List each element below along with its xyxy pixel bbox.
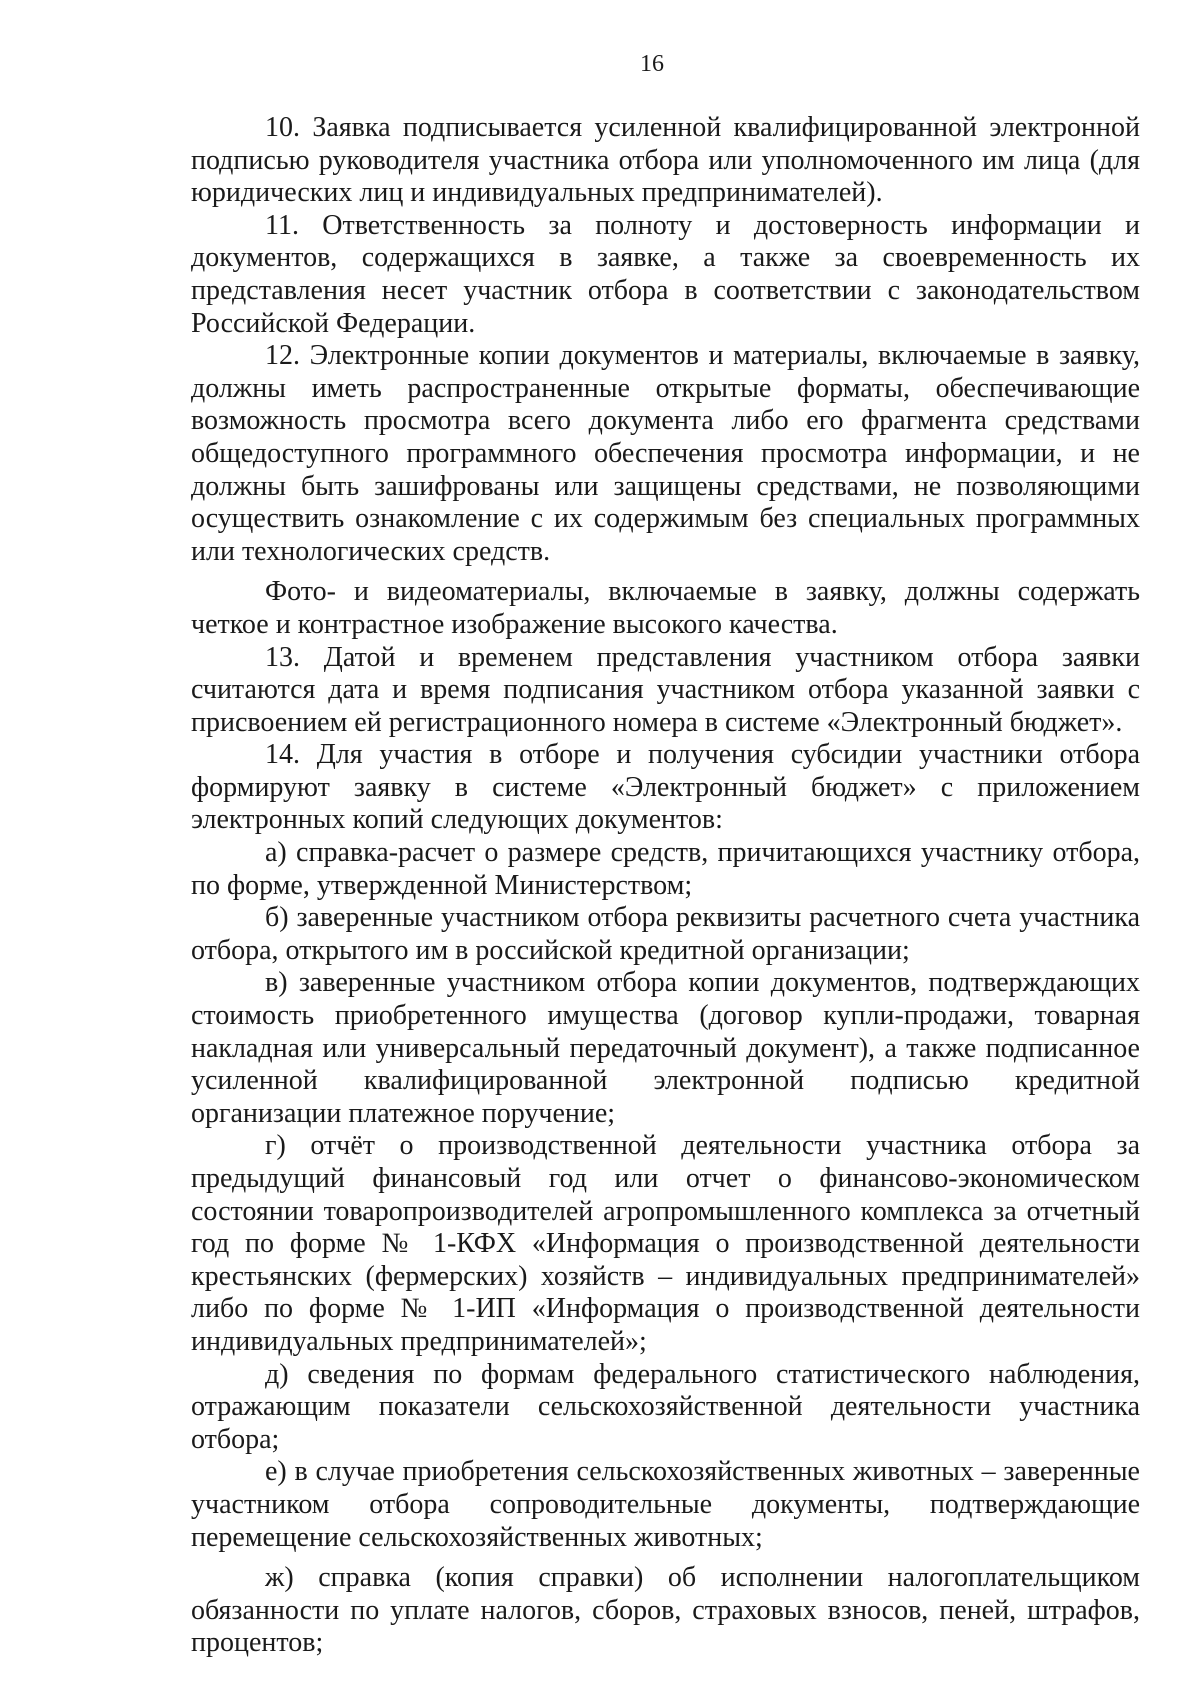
- paragraph-12: 12. Электронные копии документов и материалы, включаемые в заявку, должны иметь распространенные открытые форматы, обеспечивающие возможность просмотра всего документа либо его фрагмента средствами общедоступного программного обеспечения просмотра информации, и не должны быть зашифрованы или защищены средствами, не позволяющими осуществить ознакомление с их содержимым без специальных программных или технологических средств.: [191, 340, 1140, 567]
- page-number: 16: [640, 51, 664, 77]
- list-item-zh: ж) справка (копия справки) об исполнении налогоплательщиком обязанности по уплате налогов, сборов, страховых взносов, пеней, штрафов, процентов;: [191, 1562, 1140, 1659]
- list-item-g: г) отчёт о производственной деятельности участника отбора за предыдущий финансовый год или отчет о финансово-экономическом состоянии товаропроизводителей агропромышленного комплекса за отчетный год по форме № 1-КФХ «Информация о производственной деятельности крестьянских (фермерских) хозяйств – индивидуальных предпринимателей» либо по форме № 1-ИП «Информация о производственной деятельности индивидуальных предпринимателей»;: [191, 1130, 1140, 1357]
- list-item-b: б) заверенные участником отбора реквизиты расчетного счета участника отбора, открытого им в российской кредитной организации;: [191, 902, 1140, 966]
- list-item-d: д) сведения по формам федерального статистического наблюдения, отражающим показатели сельскохозяйственной деятельности участника отбора;: [191, 1358, 1140, 1455]
- paragraph-13: 13. Датой и временем представления участником отбора заявки считаются дата и время подписания участником отбора указанной заявки с присвоением ей регистрационного номера в системе «Электронный бюджет».: [191, 641, 1140, 738]
- paragraph-10: 10. Заявка подписывается усиленной квалифицированной электронной подписью руководителя участника отбора или уполномоченного им лица (для юридических лиц и индивидуальных предпринимателей).: [191, 112, 1140, 209]
- list-item-a: а) справка-расчет о размере средств, причитающихся участнику отбора, по форме, утвержденной Министерством;: [191, 837, 1140, 901]
- paragraph-photo-video: Фото- и видеоматериалы, включаемые в заявку, должны содержать четкое и контрастное изображение высокого качества.: [191, 576, 1140, 640]
- paragraph-11: 11. Ответственность за полноту и достоверность информации и документов, содержащихся в заявке, а также за своевременность их представления несет участник отбора в соответствии с законодательством Российской Федерации.: [191, 209, 1140, 339]
- paragraph-14: 14. Для участия в отборе и получения субсидии участники отбора формируют заявку в системе «Электронный бюджет» с приложением электронных копий следующих документов:: [191, 739, 1140, 836]
- list-item-e: е) в случае приобретения сельскохозяйственных животных – заверенные участником отбора сопроводительные документы, подтверждающие перемещение сельскохозяйственных животных;: [191, 1456, 1140, 1553]
- document-body: [191, 112, 1140, 1660]
- list-item-v: в) заверенные участником отбора копии документов, подтверждающих стоимость приобретенного имущества (договор купли-продажи, товарная накладная или универсальный передаточный документ), а также подписанное усиленной квалифицированной электронной подписью кредитной организации платежное поручение;: [191, 967, 1140, 1129]
